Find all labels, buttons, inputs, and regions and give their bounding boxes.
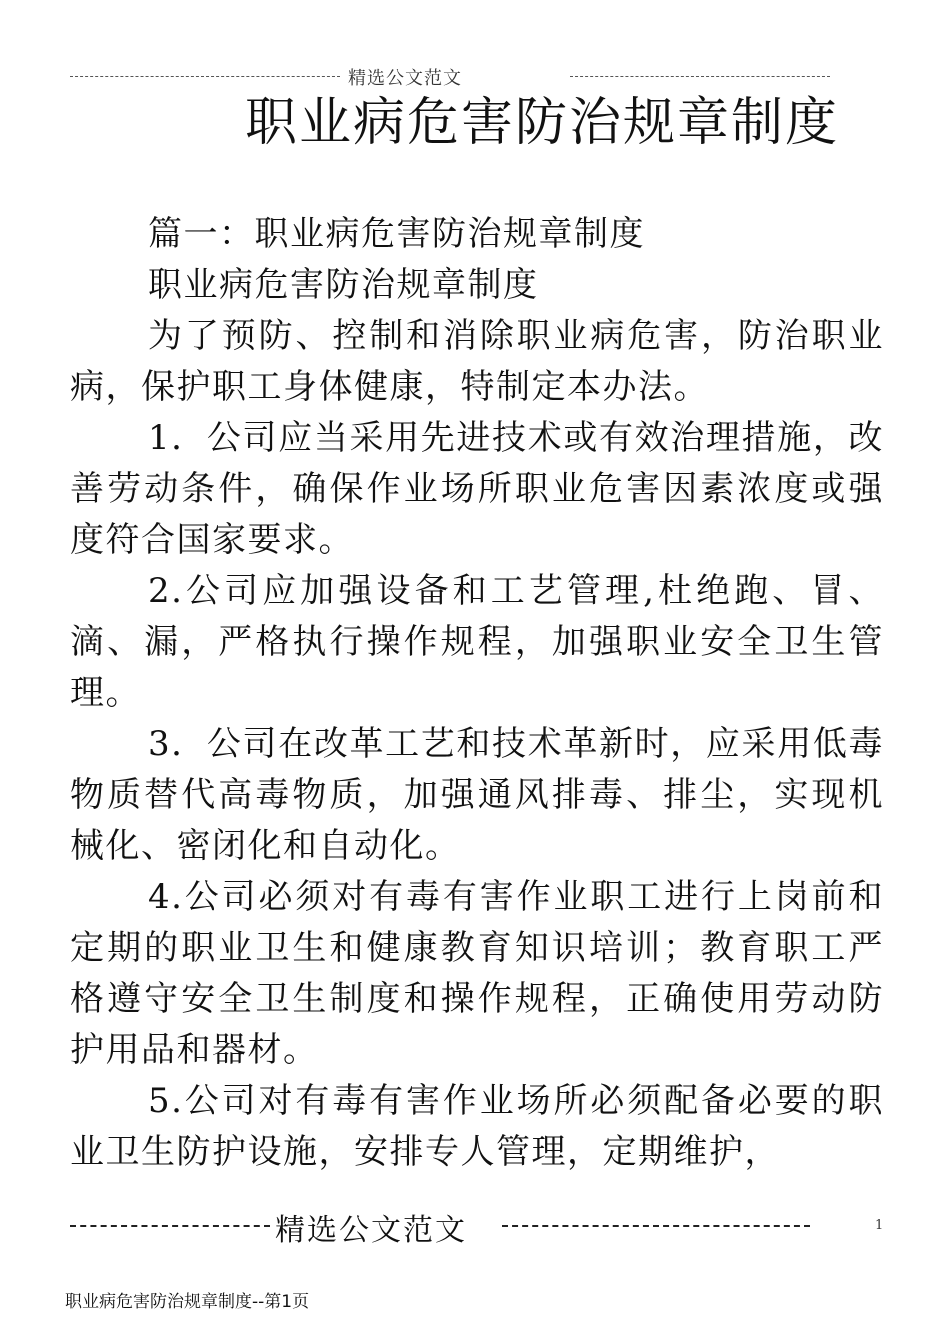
- document-body: [70, 209, 884, 1178]
- paragraph-item-2: 2.公司应加强设备和工艺管理,杜绝跑、冒、滴、漏，严格执行操作规程，加强职业安全卫生管理。: [70, 571, 884, 713]
- footer-rule: [70, 1205, 810, 1248]
- page-caption: 职业病危害防治规章制度--第1页: [65, 1292, 310, 1312]
- paragraph-item-4: 4.公司必须对有毒有害作业职工进行上岗前和定期的职业卫生和健康教育知识培训；教育职工严格遵守安全卫生制度和操作规程，正确使用劳动防护用品和器材。: [70, 877, 884, 1070]
- header-dash-left: [70, 76, 340, 77]
- paragraph-item-5: 5.公司对有毒有害作业场所必须配备必要的职业卫生防护设施，安排专人管理，定期维护，: [70, 1081, 884, 1172]
- header-label: 精选公文范文: [348, 68, 462, 89]
- document-title: 职业病危害防治规章制度: [245, 93, 840, 153]
- footer-dash-right: [502, 1225, 810, 1227]
- paragraph-section-heading: 篇一：职业病危害防治规章制度: [148, 214, 645, 254]
- header-dash-right: [570, 76, 830, 77]
- page-number: 1: [875, 1218, 884, 1233]
- paragraph-item-1: 1．公司应当采用先进技术或有效治理措施，改善劳动条件，确保作业场所职业危害因素浓度或强度符合国家要求。: [70, 418, 884, 560]
- paragraph-intro: 为了预防、控制和消除职业病危害，防治职业病，保护职工身体健康，特制定本办法。: [70, 316, 884, 407]
- footer-label: 精选公文范文: [275, 1213, 467, 1248]
- paragraph-subtitle: 职业病危害防治规章制度: [148, 265, 539, 305]
- paragraph-item-3: 3．公司在改革工艺和技术革新时，应采用低毒物质替代高毒物质，加强通风排毒、排尘，实现机械化、密闭化和自动化。: [70, 724, 884, 866]
- footer-dash-left: [70, 1225, 270, 1227]
